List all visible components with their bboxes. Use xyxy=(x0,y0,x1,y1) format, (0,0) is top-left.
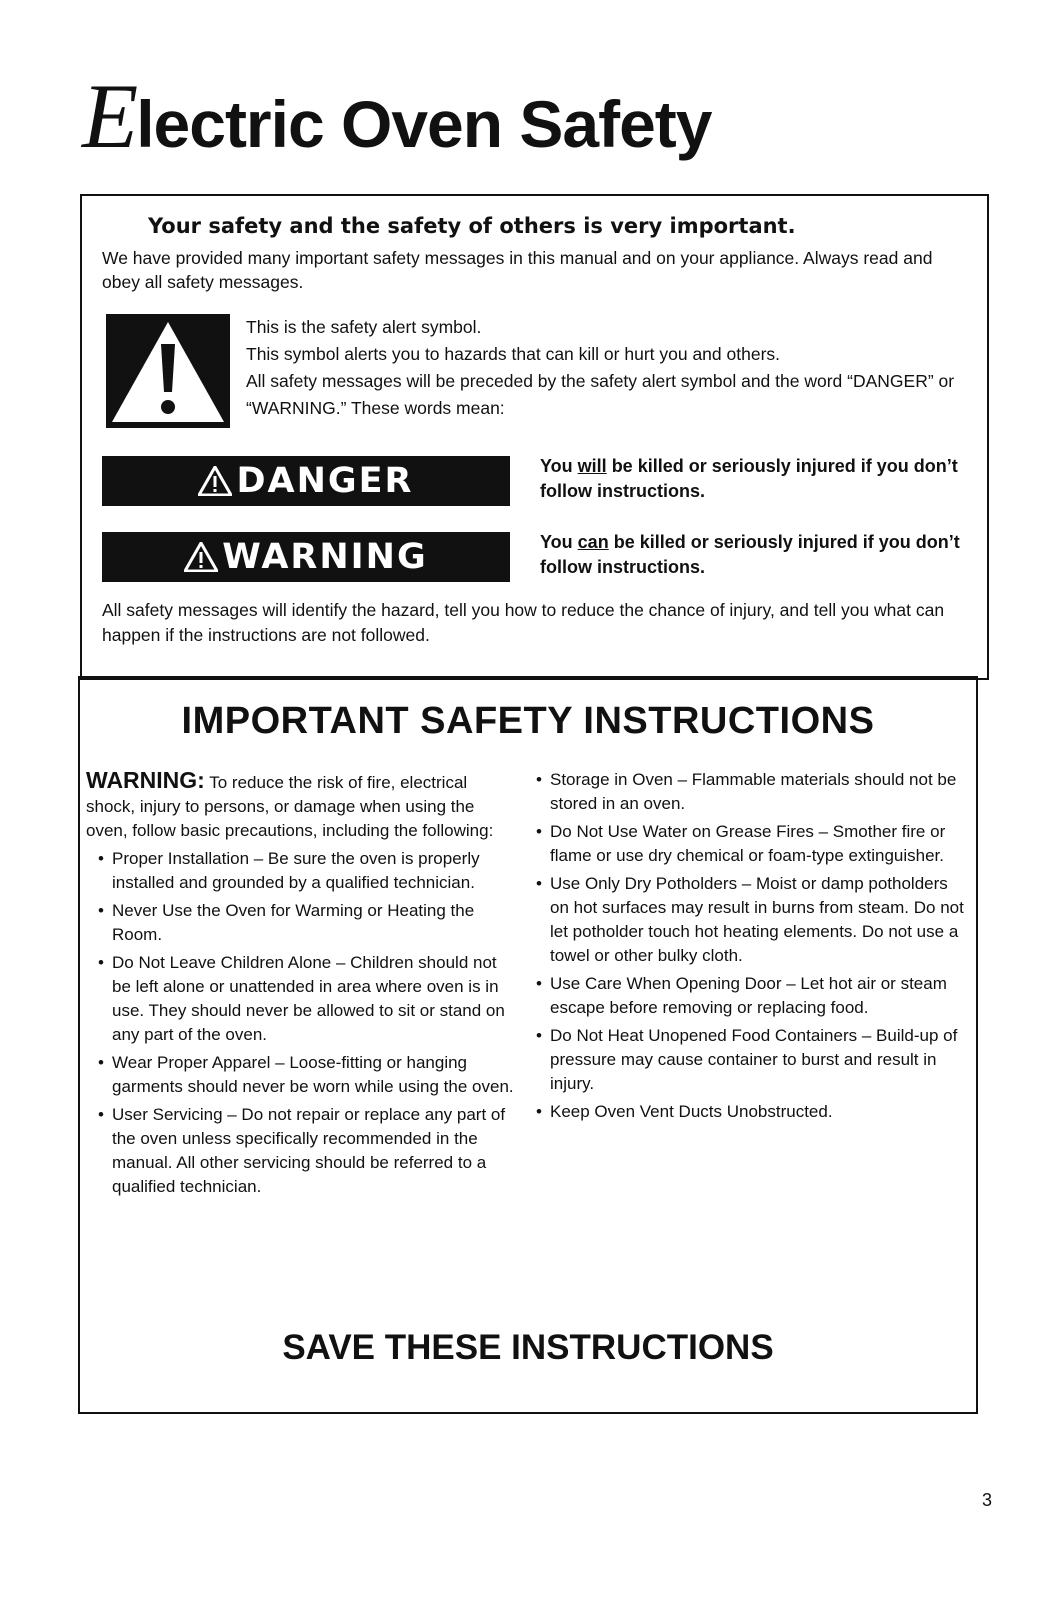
warning-meaning: You can be killed or seriously injured if you don’t follow instructions. xyxy=(540,532,960,577)
warning-intro-text: To reduce the risk of fire, electrical shock, injury to persons, or damage when using the oven, follow basic precautions, including the following: xyxy=(86,773,494,840)
instruction-item: • Keep Oven Vent Ducts Unobstructed. xyxy=(526,1100,966,1124)
instructions-heading: IMPORTANT SAFETY INSTRUCTIONS xyxy=(181,700,875,742)
safety-message-box xyxy=(80,194,989,680)
safety-heading: Your safety and the safety of others is very important. xyxy=(148,214,796,238)
instruction-item: • Use Care When Opening Door – Let hot air or steam escape before removing or replacing food. xyxy=(526,972,966,1020)
page-number: 3 xyxy=(982,1490,993,1510)
right-instruction-list xyxy=(526,768,966,1124)
alert-line: This is the safety alert symbol. xyxy=(246,317,482,337)
warning-alert-icon xyxy=(184,542,218,572)
title-rest: lectric Oven Safety xyxy=(136,87,712,161)
alert-line: All safety messages will be preceded by the safety alert symbol and the word “DANGER” or “WARNING.” These words mean: xyxy=(246,371,955,418)
instruction-item: • Do Not Heat Unopened Food Containers – Build-up of pressure may cause container to burst and result in injury. xyxy=(526,1024,966,1096)
warning-intro xyxy=(86,768,518,843)
instruction-item: • Storage in Oven – Flammable materials should not be stored in an oven. xyxy=(526,768,966,816)
safety-alert-triangle-icon xyxy=(106,314,230,428)
title-initial: E xyxy=(82,65,137,167)
danger-alert-icon xyxy=(198,466,232,496)
page-title xyxy=(82,65,712,167)
left-instruction-list xyxy=(86,847,518,1199)
instruction-item: • User Servicing – Do not repair or replace any part of the oven unless specifically recommended in the manual. All other servicing should be referred to a qualified technician. xyxy=(86,1103,518,1199)
safety-intro-text: We have provided many important safety messages in this manual and on your appliance. Always read and obey all safety messages. xyxy=(102,248,933,292)
warning-banner xyxy=(102,532,510,582)
warning-label: WARNING xyxy=(222,537,428,577)
danger-label: DANGER xyxy=(236,461,414,501)
alert-symbol-description xyxy=(246,314,966,422)
instruction-item: • Do Not Use Water on Grease Fires – Smother fire or flame or use dry chemical or foam-type extinguisher. xyxy=(526,820,966,868)
important-safety-instructions-box xyxy=(78,676,978,1414)
instruction-item: • Use Only Dry Potholders – Moist or damp potholders on hot surfaces may result in burns from steam. Do not let potholder touch hot heating elements. Do not use a towel or other bulky cloth. xyxy=(526,872,966,968)
instruction-item: • Never Use the Oven for Warming or Heating the Room. xyxy=(86,899,518,947)
instructions-right-column xyxy=(526,768,966,1128)
danger-banner xyxy=(102,456,510,506)
save-instructions-heading: SAVE THESE INSTRUCTIONS xyxy=(282,1328,774,1367)
instruction-item: • Do Not Leave Children Alone – Children should not be left alone or unattended in area where oven is in use. They should never be allowed to sit or stand on any part of the oven. xyxy=(86,951,518,1047)
instructions-left-column xyxy=(86,768,518,1203)
safety-closing-text: All safety messages will identify the hazard, tell you how to reduce the chance of injury, and tell you what can happen if the instructions are not followed. xyxy=(102,600,945,645)
alert-line: This symbol alerts you to hazards that can kill or hurt you and others. xyxy=(246,344,781,364)
warning-intro-label: WARNING: xyxy=(86,767,205,793)
instruction-item: • Proper Installation – Be sure the oven is properly installed and grounded by a qualified technician. xyxy=(86,847,518,895)
danger-meaning: You will be killed or seriously injured if you don’t follow instructions. xyxy=(540,456,958,501)
instruction-item: • Wear Proper Apparel – Loose-fitting or hanging garments should never be worn while using the oven. xyxy=(86,1051,518,1099)
